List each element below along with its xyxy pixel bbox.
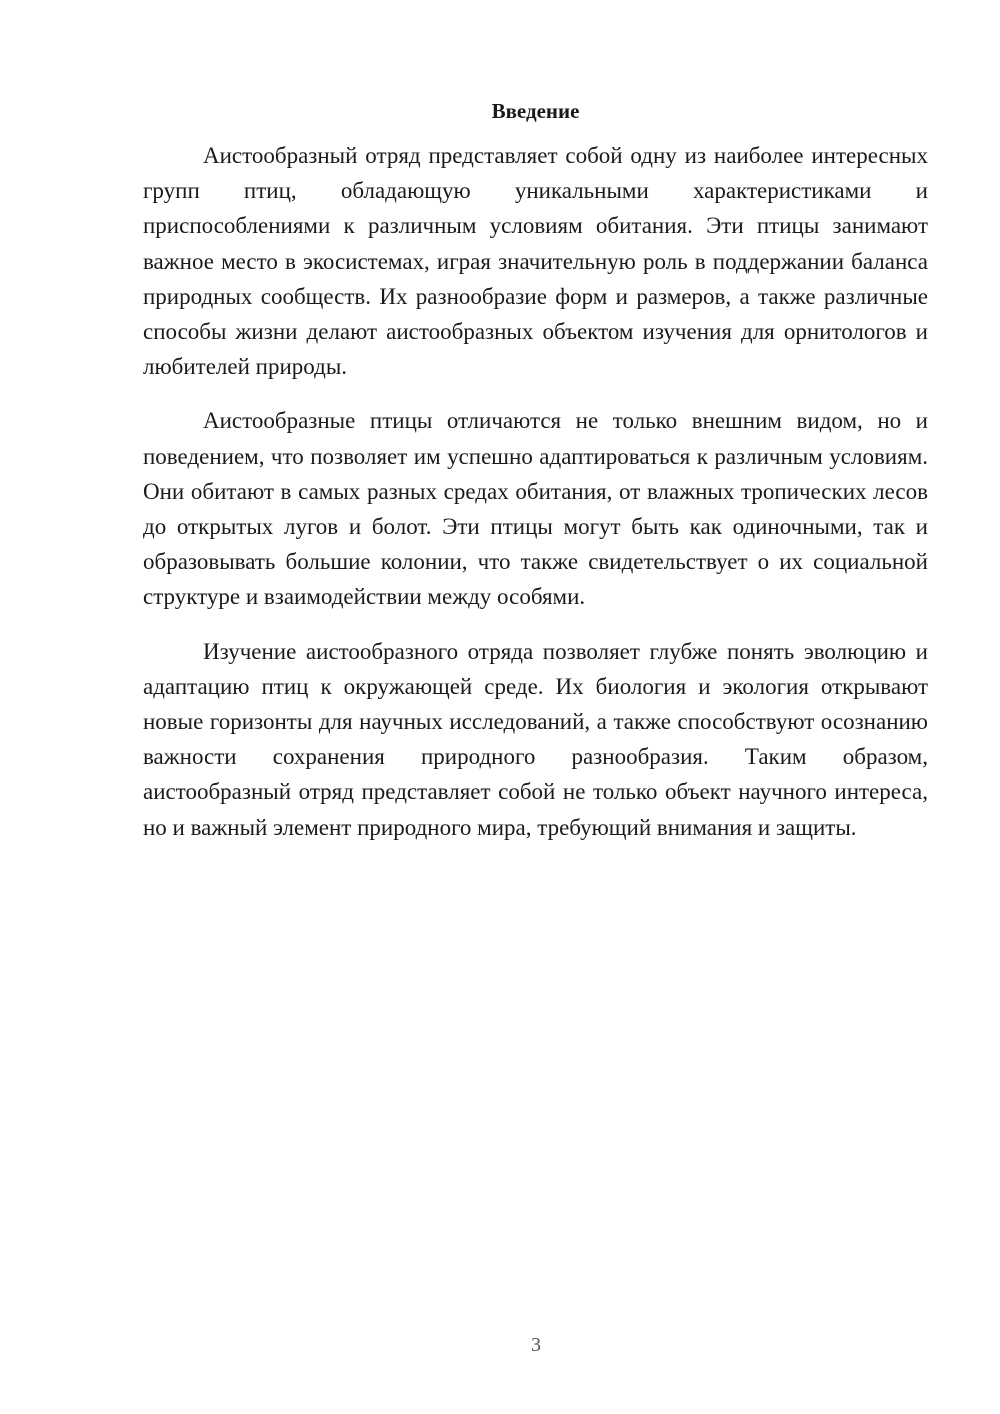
paragraph-3: Изучение аистообразного отряда позволяет глубже понять эволюцию и адаптацию птиц к окружающей среде. Их биология и экология открывают новые горизонты для научных исследований, а также способствуют осознанию важности сохранения природного разнообразия. Таким образом, аистообразный отряд представляет собой не только объект научного интереса, но и важный элемент природного мира, требующий внимания и защиты. <box>143 638 928 840</box>
paragraph-2: Аистообразные птицы отличаются не только внешним видом, но и поведением, что позволяет им успешно адаптироваться к различным условиям. Они обитают в самых разных средах обитания, от влажных тропических лесов до открытых лугов и болот. Эти птицы могут быть как одиночными, так и образовывать большие колонии, что также свидетельствует о их социальной структуре и взаимодействии между особями. <box>143 408 928 610</box>
section-title: Введение <box>491 99 580 123</box>
page-content <box>143 96 928 864</box>
paragraph-1: Аистообразный отряд представляет собой одну из наиболее интересных групп птиц, обладающую уникальными характеристиками и приспособлениями к различным условиям обитания. Эти птицы занимают важное место в экосистемах, играя значительную роль в поддержании баланса природных сообществ. Их разнообразие форм и размеров, а также различные способы жизни делают аистообразных объектом изучения для орнитологов и любителей природы. <box>143 143 928 380</box>
page-number: 3 <box>531 1334 541 1356</box>
